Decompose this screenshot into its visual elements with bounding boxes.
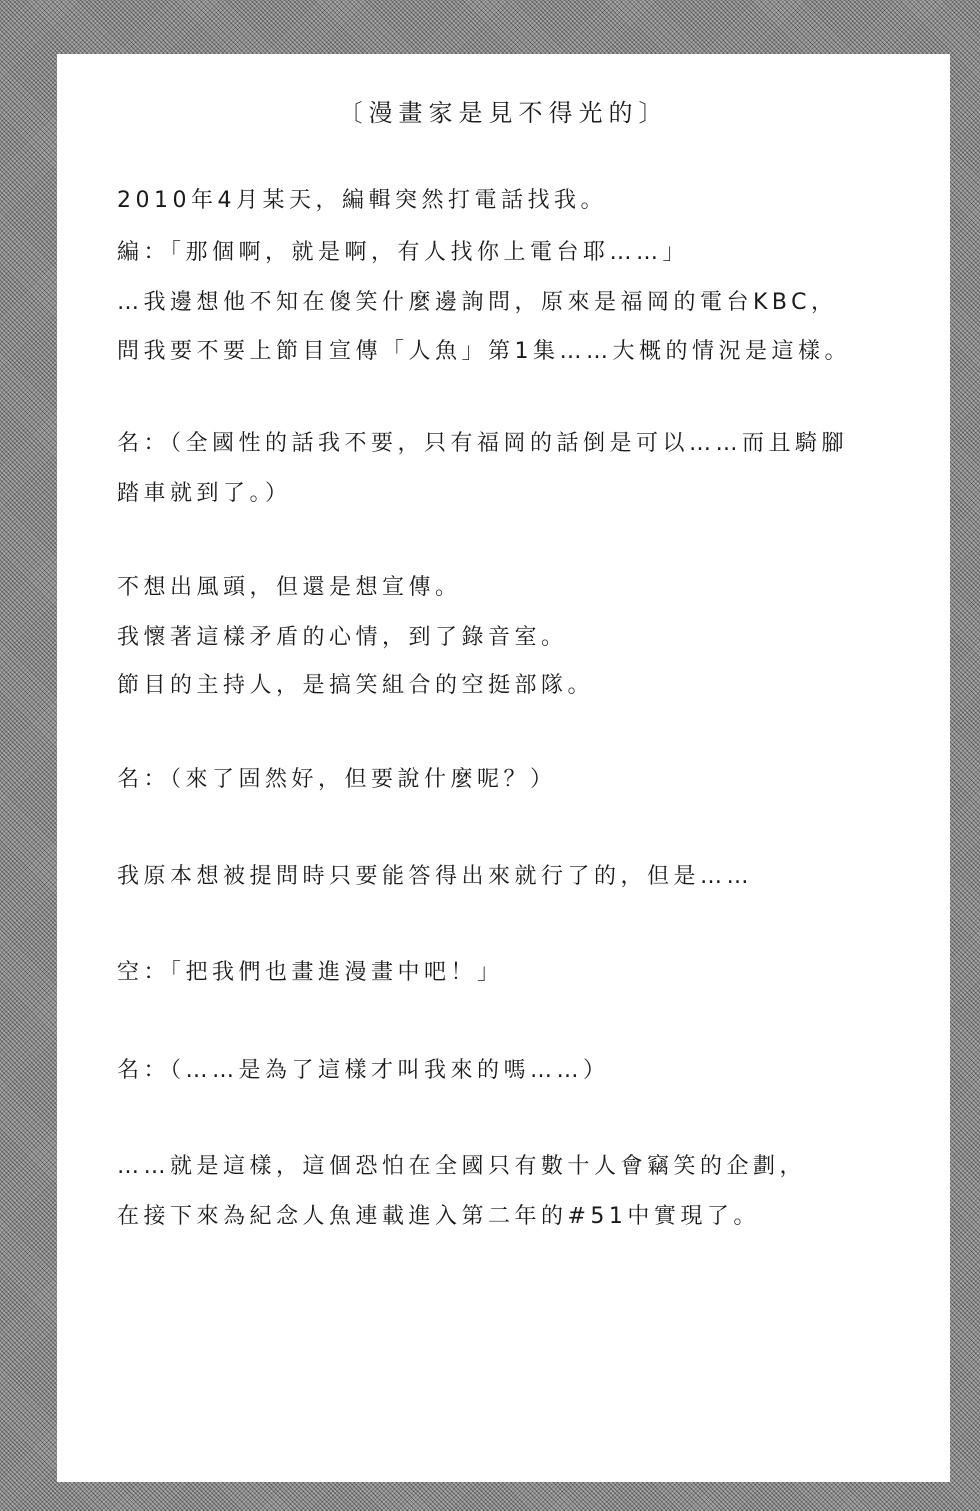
text-line: 名：（來了固然好，但要說什麼呢？） [117, 767, 557, 792]
text-line: 踏車就到了。） [117, 481, 292, 506]
text-line: 節目的主持人，是搞笑組合的空挺部隊。 [117, 673, 595, 698]
text-line: ……就是這樣，這個恐怕在全國只有數十人會竊笑的企劃， [117, 1154, 807, 1179]
text-line: 名：（……是為了這樣才叫我來的嗎……） [117, 1058, 610, 1083]
page-title: 〔漫畫家是見不得光的〕 [338, 99, 669, 127]
text-line: 2010年4月某天，編輯突然打電話找我。 [117, 188, 607, 213]
text-line: 名：（全國性的話我不要，只有福岡的話倒是可以……而且騎腳 [117, 431, 849, 456]
manga-afterword-page [57, 54, 950, 1482]
text-line: 空：「把我們也畫進漫畫中吧！」 [117, 960, 504, 985]
text-line: 問我要不要上節目宣傳「人魚」第1集……大概的情況是這樣。 [117, 339, 851, 364]
text-line: 我懷著這樣矛盾的心情，到了錄音室。 [117, 625, 568, 650]
text-line: …我邊想他不知在傻笑什麼邊詢問，原來是福岡的電台KBC， [117, 290, 838, 315]
text-line: 在接下來為紀念人魚連載進入第二年的#51中實現了。 [117, 1204, 760, 1229]
text-line: 我原本想被提問時只要能答得出來就行了的，但是…… [117, 864, 754, 889]
text-line: 編：「那個啊，就是啊，有人找你上電台耶……」 [117, 240, 690, 265]
text-line: 不想出風頭，但還是想宣傳。 [117, 575, 462, 600]
